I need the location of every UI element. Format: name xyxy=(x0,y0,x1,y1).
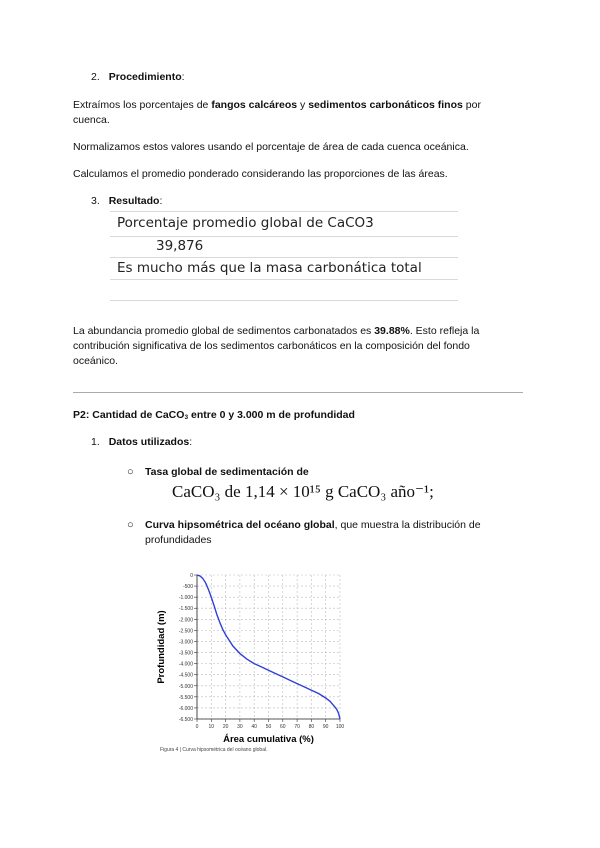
section-2-heading xyxy=(91,70,185,85)
bullet-1-marker: ○ xyxy=(127,466,134,478)
result-text-a: La abundancia promedio global de sedimentos carbonatados es xyxy=(73,325,375,337)
section-2-title: Procedimiento xyxy=(108,71,182,83)
x-tick-label: 100 xyxy=(335,724,345,730)
p2-title-sub: 3 xyxy=(184,414,189,421)
p2-item-1-heading xyxy=(91,435,192,450)
bullet-1-text xyxy=(145,465,309,480)
para1-bold-1: fangos calcáreos xyxy=(211,99,298,111)
result-value: 39,876 xyxy=(156,238,204,254)
table-border-3 xyxy=(110,279,458,280)
p2-title-b: entre 0 y 3.000 m de profundidad xyxy=(188,409,355,421)
bullet-2-line-2: profundidades xyxy=(145,534,212,546)
section-3-heading xyxy=(91,194,162,209)
bullet-2-bold: Curva hipsométrica del océano global xyxy=(145,519,335,531)
x-tick-label: 70 xyxy=(294,724,300,730)
section-3-number: 3. xyxy=(91,195,100,207)
x-tick-label: 60 xyxy=(280,724,286,730)
y-tick-label: -2.000 xyxy=(178,617,193,624)
sedimentation-formula: CaCO₃ de 1,14 × 10¹⁵ g CaCO₃ año⁻¹; xyxy=(172,482,434,501)
chart-ticks xyxy=(179,573,345,730)
y-tick-label: -500 xyxy=(182,584,193,591)
table-border-top xyxy=(110,211,458,212)
section-2-number: 2. xyxy=(91,71,100,83)
y-tick-label: -1.000 xyxy=(178,595,193,602)
x-tick-label: 30 xyxy=(237,724,243,730)
para1-text-c: por xyxy=(462,99,481,111)
section-2-paragraph-2: Normalizamos estos valores usando el porcentaje de área de cada cuenca oceánica. xyxy=(73,141,469,153)
section-2-paragraph-3: Calculamos el promedio ponderado considerando las proporciones de las áreas. xyxy=(73,168,448,180)
section-3-paragraph xyxy=(73,324,533,369)
bullet-2-text xyxy=(145,518,535,548)
p2-item-1-title: Datos utilizados xyxy=(108,436,190,448)
y-tick-label: -2.500 xyxy=(178,628,193,635)
section-3-title: Resultado xyxy=(108,195,160,207)
bullet-2-marker: ○ xyxy=(127,519,134,531)
x-tick-label: 10 xyxy=(208,724,215,730)
section-3-colon: : xyxy=(159,195,163,207)
section-2-colon: : xyxy=(181,71,185,83)
y-axis-label: Profundidad (m) xyxy=(156,610,167,684)
result-line-2: contribución significativa de los sedimentos carbonáticos en la composición del fondo xyxy=(73,340,470,352)
section-2-paragraph-1 xyxy=(73,98,533,128)
x-tick-label: 90 xyxy=(322,724,329,730)
para1-bold-2: sedimentos carbonáticos finos xyxy=(308,99,463,111)
y-tick-label: -1.500 xyxy=(178,606,193,613)
hypsometric-chart xyxy=(150,565,360,765)
horizontal-divider xyxy=(73,392,523,393)
bullet-2-rest: , que muestra la distribución de xyxy=(334,519,481,531)
x-tick-label: 80 xyxy=(308,724,315,730)
para1-text-b: y xyxy=(297,99,309,111)
x-tick-label: 20 xyxy=(222,724,229,730)
x-tick-label: 0 xyxy=(195,724,199,730)
y-tick-label: -5.000 xyxy=(178,683,193,690)
result-text-b: . Esto refleja la xyxy=(409,325,480,337)
y-tick-label: -5.500 xyxy=(178,694,193,701)
result-percent: 39.88% xyxy=(374,325,410,337)
chart-caption: Figura 4 | Curva hipsométrica del océano global. xyxy=(160,747,268,753)
p2-item-1-number: 1. xyxy=(91,436,100,448)
y-tick-label: -6.000 xyxy=(178,705,193,712)
table-border-4 xyxy=(110,300,458,301)
chart-grid xyxy=(197,575,340,719)
y-tick-label: 0 xyxy=(190,573,193,579)
table-border-2 xyxy=(110,257,458,258)
bullet-1-bold: Tasa global de sedimentación de xyxy=(145,466,309,478)
y-tick-label: -3.000 xyxy=(178,639,193,646)
x-tick-label: 40 xyxy=(251,724,257,730)
result-row-3: Es mucho más que la masa carbonática total xyxy=(117,260,422,276)
para1-line-2: cuenca. xyxy=(73,114,110,126)
para1-text-a: Extraímos los porcentajes de xyxy=(73,99,212,111)
p2-title xyxy=(73,408,355,425)
y-tick-label: -4.500 xyxy=(178,672,193,679)
result-line-3: oceánico. xyxy=(73,355,118,367)
table-border-1 xyxy=(110,236,458,237)
result-row-1: Porcentaje promedio global de CaCO3 xyxy=(117,215,374,231)
x-tick-label: 50 xyxy=(265,724,272,730)
x-axis-label: Área cumulativa (%) xyxy=(223,734,314,745)
y-tick-label: -6.500 xyxy=(178,717,193,723)
p2-item-1-colon: : xyxy=(189,436,193,448)
p2-title-a: P2: Cantidad de CaCO xyxy=(73,409,185,421)
y-tick-label: -4.000 xyxy=(178,661,193,668)
y-tick-label: -3.500 xyxy=(178,650,193,657)
